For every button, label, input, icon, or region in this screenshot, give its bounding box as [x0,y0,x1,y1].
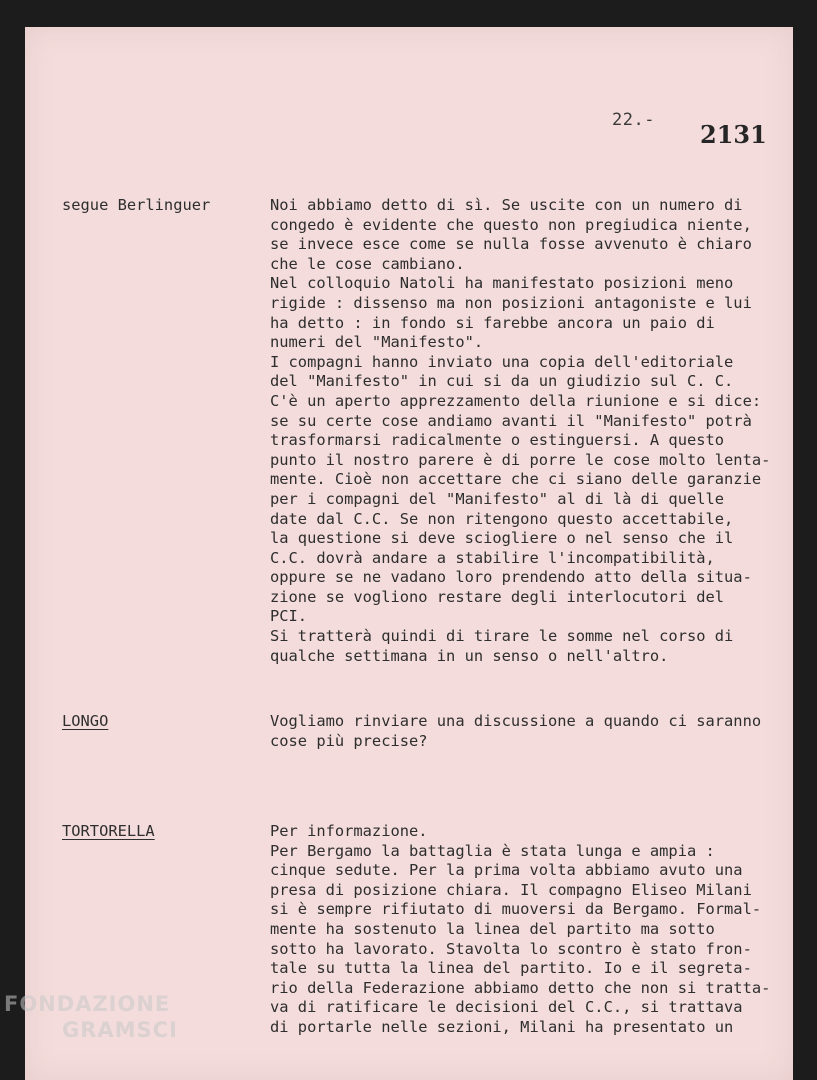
text-line: rigide : dissenso ma non posizioni antagoniste e lui [270,293,752,312]
watermark-logo [4,992,178,1042]
speaker-berlinguer: segue Berlinguer [62,196,211,214]
speaker-longo: LONGO [62,712,109,730]
text-line: rio della Federazione abbiamo detto che non si tratta- [270,978,771,997]
text-line: PCI. [270,607,308,626]
speech-tortorella [270,822,790,1038]
text-line: qualche settimana in un senso o nell'altro. [270,646,669,665]
text-line: trasformarsi radicalmente o estinguersi. A questo [270,431,725,450]
watermark-line2: GRAMSCI [62,1018,178,1042]
text-line: numeri del "Manifesto". [270,333,484,352]
text-line: se su certe cose andiamo avanti il "Manifesto" potrà [270,411,752,430]
text-line: tale su tutta la linea del partito. Io e il segreta- [270,959,752,978]
text-line: cinque sedute. Per la prima volta abbiamo avuto una [270,861,743,880]
text-line: oppure se ne vadano loro prendendo atto della situa- [270,568,752,587]
text-line: Per informazione. [270,822,428,840]
speaker-tortorella: TORTORELLA [62,822,155,840]
page-number: 2131 [700,120,767,149]
text-line: Per Bergamo la battaglia è stata lunga e ampia : [270,841,715,860]
text-line: Nel colloquio Natoli ha manifestato posizioni meno [270,274,734,293]
text-line: si è sempre rifiutato di muoversi da Bergamo. Formal- [270,900,762,919]
watermark-line1: FONDAZIONE [4,992,171,1016]
text-line: per i compagni del "Manifesto" al di là di quelle [270,489,725,508]
text-line: C'è un aperto apprezzamento della riunione e si dice: [270,391,762,410]
text-line: se invece esce come se nulla fosse avvenuto è chiaro [270,235,752,254]
speech-berlinguer [270,196,790,666]
text-line: I compagni hanno inviato una copia dell'editoriale [270,352,734,371]
speech-longo [270,712,790,751]
sequence-number: 22.- [612,110,655,130]
text-line: mente. Cioè non accettare che ci siano delle garanzie [270,470,762,489]
text-line: di portarle nelle sezioni, Milani ha presentato un [270,1017,734,1036]
text-line: la questione si deve sciogliere o nel senso che il [270,529,734,548]
text-line: mente ha sostenuto la linea del partito ma sotto [270,919,715,938]
text-line: cose più precise? [270,731,428,750]
text-line: C.C. dovrà andare a stabilire l'incompatibilità, [270,548,715,567]
text-line: Vogliamo rinviare una discussione a quando ci saranno [270,712,762,730]
text-line: congedo è evidente che questo non pregiudica niente, [270,215,752,234]
text-line: sotto ha lavorato. Stavolta lo scontro è stato fron- [270,939,752,958]
text-line: del "Manifesto" in cui si da un giudizio sul C. C. [270,372,734,391]
text-line: date dal C.C. Se non ritengono questo accettabile, [270,509,734,528]
text-line: Noi abbiamo detto di sì. Se uscite con un numero di [270,196,743,214]
text-line: va di ratificare le decisioni del C.C., si trattava [270,998,743,1017]
text-line: presa di posizione chiara. Il compagno Eliseo Milani [270,880,752,899]
text-line: che le cose cambiano. [270,254,465,273]
text-line: Si tratterà quindi di tirare le somme nel corso di [270,627,734,646]
text-line: punto il nostro parere è di porre le cose molto lenta- [270,450,771,469]
text-line: ha detto : in fondo si farebbe ancora un paio di [270,313,715,332]
text-line: zione se vogliono restare degli interlocutori del [270,587,725,606]
